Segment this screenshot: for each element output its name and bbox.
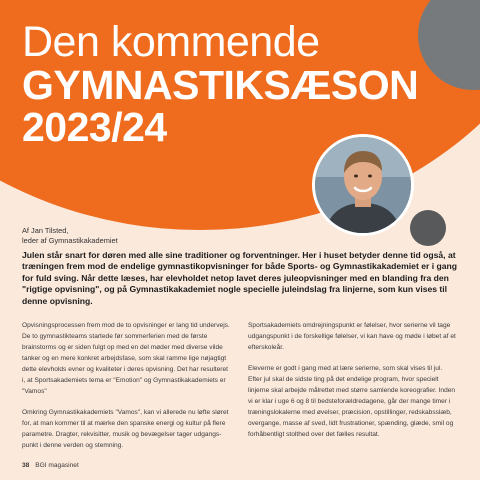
title-line-2: GYMNASTIKSÆSON — [22, 62, 419, 108]
title-line-1: Den kommende — [22, 18, 320, 66]
page-footer — [22, 462, 79, 469]
body-column-right — [248, 320, 456, 450]
publication-name: BGI magasinet — [35, 462, 79, 469]
byline-role: leder af Gymnastikakademiet — [22, 236, 118, 245]
article-title — [22, 20, 418, 148]
portrait-illustration — [315, 137, 411, 233]
page-number: 38 — [22, 462, 30, 469]
author-portrait — [312, 134, 414, 236]
decorative-gray-circle-small — [410, 210, 446, 246]
body-paragraph: Eleverne er godt i gang med at lære serierne, som skal vises til jul. Efter jul skal de sidste ting på det endelige program, hvor specielt linjerne skal arbejde målrettet med større samlende koreografier. Inden vi er klar i uge 6 og 8 til bedsteforældredagene, går der mange timer i træningslokalerne med øvelser, præcision, opstillinger, redskabsslæb, overgange, masse af sved, lidt frustrationer, spænding, glæde, smil og forhåbentligt stolthed over det fælles resultat. — [248, 365, 456, 438]
body-column-left — [22, 320, 230, 461]
body-paragraph: Opvisningsprocessen frem mod de to opvisninger er lang tid undervejs. De to gymnastikteams startede før sommerferien med de første brainstorms og er siden fulgt op med en del møder med diverse vilde tanker og en mere konkret arbejdsfase, som skal ramme lige nøjagtigt dette elevholds evner og kvaliteter i deres opvisning. Det har resulteret i, at Sportsakademiets tema er "Emotion" og Gymnastikakademiets er "Vamos" — [22, 322, 230, 395]
byline-author: Af Jan Tilsted, — [22, 226, 69, 235]
title-line-3: 2023/24 — [22, 104, 167, 150]
byline — [22, 226, 118, 246]
lead-paragraph: Julen står snart for døren med alle sine traditioner og forventninger. Her i huset betyder denne tid også, at træningen frem mod de endelige gymnastikopvisninger for både Sports- og Gymnastikakademiet er i gang for fuld sving. Når dette læses, har elevholdet netop lavet deres juleopvisninger med en blanding fra den "rigtige opvisning", og på Gymnastikakademiet nogle specielle juleindslag fra linjerne, som kun vises til denne opvisning. — [22, 250, 458, 306]
body-paragraph: Omkring Gymnastikakademiets "Vamos", kan vi allerede nu løfte sløret for, at man kommer til at mærke den spanske energi og kultur på flere parametre. Dragter, rekvisitter, musik og bevægelser tager udgangspunkt i denne verden og stemning. — [22, 409, 229, 449]
body-paragraph: Sportsakademiets omdrejningspunkt er følelser, hvor serierne vil tage udgangspunkt i de forskellige følelser, vi kan have og møde i løbet af et efterskoleår. — [248, 322, 456, 351]
